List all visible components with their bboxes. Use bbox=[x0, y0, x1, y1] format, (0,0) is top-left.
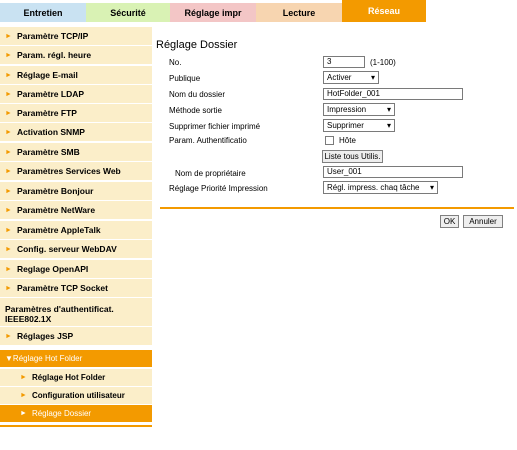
delete-file-label: Supprimer fichier imprimé bbox=[169, 122, 261, 131]
form-divider bbox=[160, 207, 514, 209]
sidebar-item-webdav[interactable]: ► Config. serveur WebDAV bbox=[0, 240, 152, 258]
arrow-right-icon: ► bbox=[5, 51, 12, 59]
public-label: Publique bbox=[169, 74, 201, 83]
output-method-label: Méthode sortie bbox=[169, 106, 222, 115]
arrow-right-icon: ► bbox=[5, 128, 12, 136]
sidebar-divider bbox=[0, 425, 152, 427]
sidebar-sub-reglage-hot-folder[interactable]: ► Réglage Hot Folder bbox=[0, 369, 152, 386]
owner-label: Nom de propriétaire bbox=[175, 169, 246, 178]
folder-name-label: Nom du dossier bbox=[169, 90, 226, 99]
arrow-right-icon: ► bbox=[5, 71, 12, 79]
cancel-button[interactable]: Annuler bbox=[463, 215, 503, 228]
owner-input[interactable]: User_001 bbox=[323, 166, 463, 178]
delete-file-select[interactable]: Supprimer ▾ bbox=[323, 119, 395, 132]
tab-lecture[interactable]: Lecture bbox=[256, 3, 342, 22]
output-method-select[interactable]: Impression ▾ bbox=[323, 103, 395, 116]
sidebar-item-openapi[interactable]: ► Reglage OpenAPI bbox=[0, 260, 152, 278]
arrow-right-icon: ► bbox=[5, 226, 12, 234]
tab-securite[interactable]: Sécurité bbox=[86, 3, 170, 22]
sidebar-item-ieee8021x[interactable]: Paramètres d'authentificat. IEEE802.1X bbox=[0, 298, 152, 326]
sidebar-item-bonjour[interactable]: ► Paramètre Bonjour bbox=[0, 182, 152, 200]
sidebar-item-tcp-socket[interactable]: ► Paramètre TCP Socket bbox=[0, 279, 152, 297]
no-label: No. bbox=[169, 58, 182, 67]
priority-label: Réglage Priorité Impression bbox=[169, 184, 268, 193]
arrow-right-icon: ► bbox=[5, 109, 12, 117]
tab-reseau[interactable]: Réseau bbox=[342, 0, 426, 22]
sidebar-item-services-web[interactable]: ► Paramètres Services Web bbox=[0, 162, 152, 180]
sidebar-sub-configuration-utilisateur[interactable]: ► Configuration utilisateur bbox=[0, 387, 152, 404]
arrow-right-icon: ► bbox=[5, 332, 12, 340]
sidebar-item-netware[interactable]: ► Paramètre NetWare bbox=[0, 201, 152, 219]
no-range-hint: (1-100) bbox=[370, 58, 396, 67]
chevron-down-icon: ▾ bbox=[386, 105, 391, 114]
chevron-down-icon: ▾ bbox=[386, 121, 391, 130]
chevron-down-icon: ▾ bbox=[429, 183, 434, 192]
sidebar-item-ldap[interactable]: ► Paramètre LDAP bbox=[0, 85, 152, 103]
sidebar-item-smb[interactable]: ► Paramètre SMB bbox=[0, 143, 152, 161]
public-select[interactable]: Activer ▾ bbox=[323, 71, 379, 84]
arrow-right-icon: ► bbox=[5, 284, 12, 292]
host-label: Hôte bbox=[339, 136, 356, 145]
arrow-right-icon: ► bbox=[5, 32, 12, 40]
arrow-right-icon: ► bbox=[20, 410, 27, 417]
host-checkbox[interactable] bbox=[325, 136, 334, 145]
arrow-right-icon: ► bbox=[5, 148, 12, 156]
folder-name-input[interactable]: HotFolder_001 bbox=[323, 88, 463, 100]
no-input[interactable]: 3 bbox=[323, 56, 365, 68]
arrow-right-icon: ► bbox=[5, 90, 12, 98]
sidebar-item-snmp[interactable]: ► Activation SNMP bbox=[0, 123, 152, 141]
sidebar-group-hot-folder[interactable]: ▼Réglage Hot Folder bbox=[0, 350, 152, 367]
tab-entretien[interactable]: Entretien bbox=[0, 3, 86, 22]
sidebar-item-heure[interactable]: ► Param. régl. heure bbox=[0, 46, 152, 64]
list-users-button[interactable]: Liste tous Utilis. bbox=[322, 150, 383, 163]
auth-label: Param. Authentificatio bbox=[169, 136, 247, 145]
sidebar-item-email[interactable]: ► Réglage E-mail bbox=[0, 66, 152, 84]
priority-select[interactable]: Régl. impress. chaq tâche ▾ bbox=[323, 181, 438, 194]
arrow-right-icon: ► bbox=[20, 374, 27, 381]
arrow-right-icon: ► bbox=[20, 392, 27, 399]
tab-reglage-impr[interactable]: Réglage impr bbox=[170, 3, 256, 22]
sidebar-item-jsp[interactable]: ► Réglages JSP bbox=[0, 327, 152, 345]
sidebar-item-appletalk[interactable]: ► Paramètre AppleTalk bbox=[0, 221, 152, 239]
arrow-right-icon: ► bbox=[5, 265, 12, 273]
page-title: Réglage Dossier bbox=[156, 39, 238, 51]
ok-button[interactable]: OK bbox=[440, 215, 459, 228]
sidebar-item-tcpip[interactable]: ► Paramètre TCP/IP bbox=[0, 27, 152, 45]
arrow-right-icon: ► bbox=[5, 187, 12, 195]
arrow-right-icon: ► bbox=[5, 206, 12, 214]
tab-bar bbox=[0, 0, 517, 22]
sidebar-sub-reglage-dossier[interactable]: ► Réglage Dossier bbox=[0, 405, 152, 422]
arrow-right-icon: ► bbox=[5, 245, 12, 253]
arrow-right-icon: ► bbox=[5, 167, 12, 175]
chevron-down-icon: ▾ bbox=[370, 73, 375, 82]
sidebar-item-ftp[interactable]: ► Paramètre FTP bbox=[0, 104, 152, 122]
